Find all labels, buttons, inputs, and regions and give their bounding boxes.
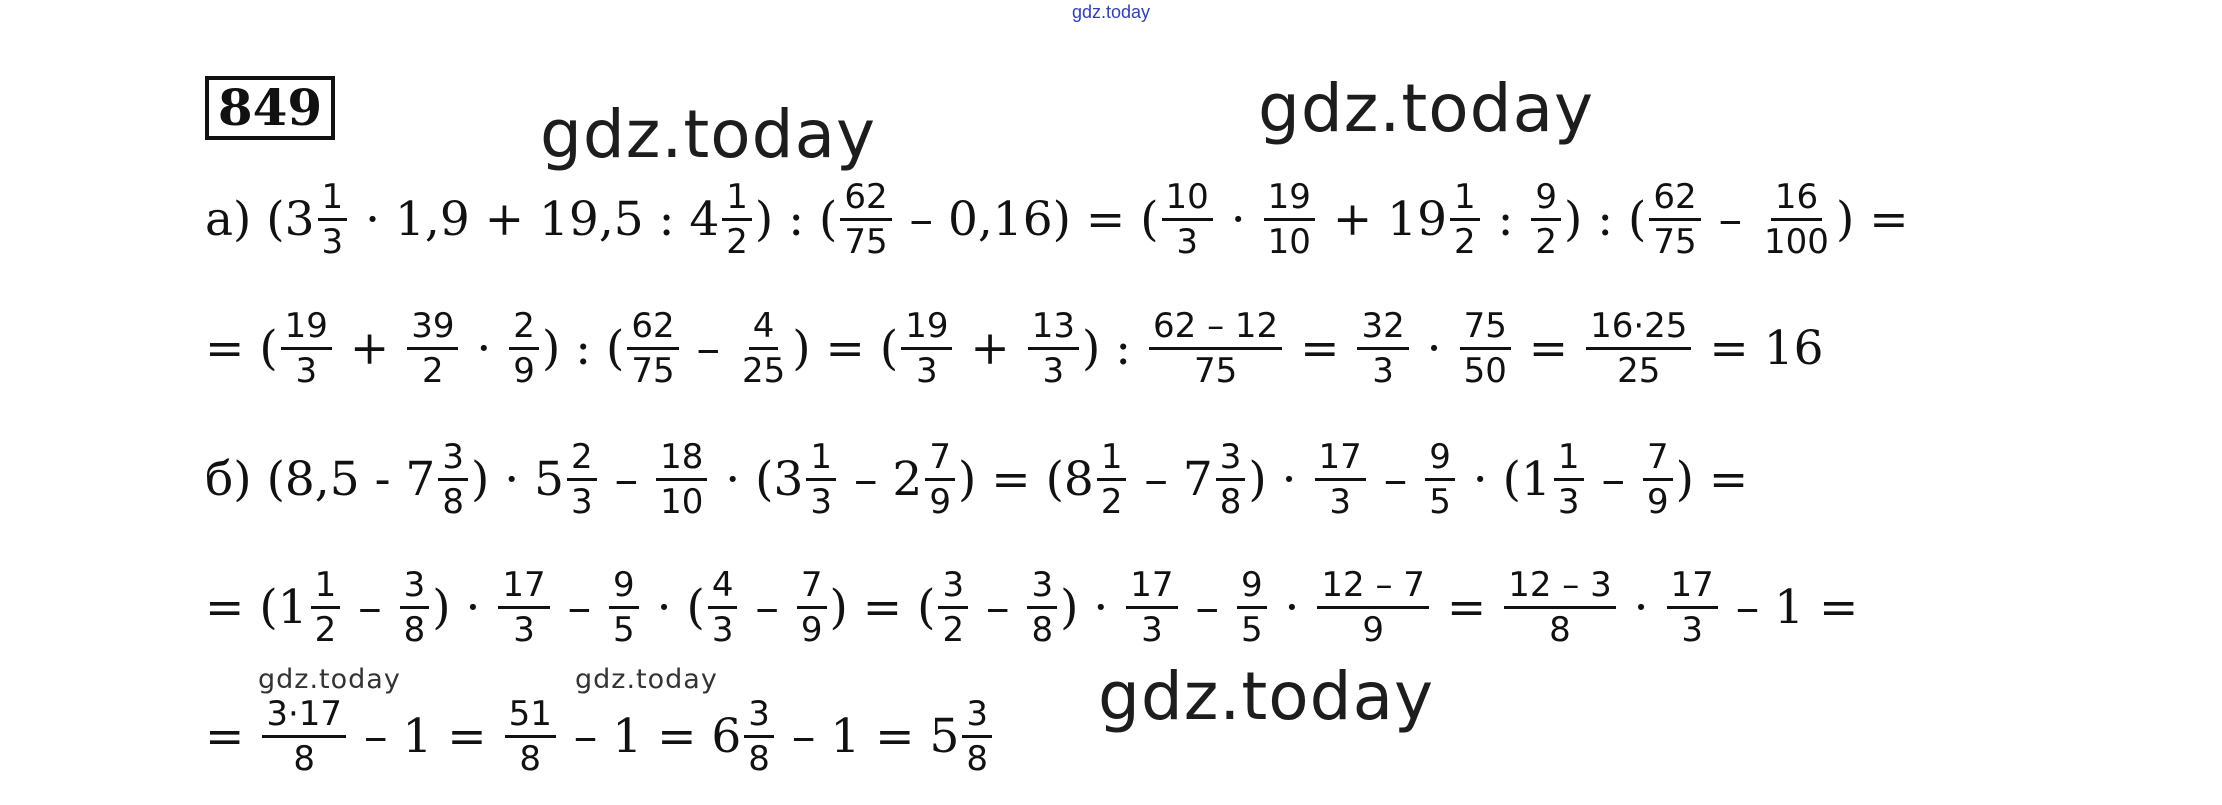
denominator: 2 — [1100, 482, 1123, 523]
fraction — [1315, 438, 1366, 521]
fraction — [609, 566, 639, 649]
math-text: ) = (8 — [957, 452, 1094, 508]
numerator: 3 — [400, 566, 430, 609]
equation-line-4 — [205, 566, 1858, 649]
fraction — [1264, 178, 1315, 261]
denominator: 9 — [800, 610, 823, 651]
math-text: б) (8,5 - 7 — [205, 452, 436, 508]
denominator: 5 — [1240, 610, 1263, 651]
denominator: 3 — [810, 482, 833, 523]
denominator: 10 — [660, 482, 704, 523]
denominator: 3 — [1557, 482, 1580, 523]
numerator: 7 — [925, 438, 955, 481]
math-text: а) (3 — [205, 192, 315, 248]
fraction — [262, 695, 346, 778]
numerator: 18 — [656, 438, 707, 481]
math-text: – 0,16) = ( — [894, 192, 1159, 248]
numerator: 19 — [281, 307, 332, 350]
math-text: – 1 = — [349, 709, 502, 765]
denominator: 3 — [1681, 610, 1703, 651]
fraction — [281, 307, 332, 390]
math-text: ) = ( — [829, 580, 936, 636]
fraction — [1028, 307, 1079, 390]
math-text: ) = ( — [792, 321, 899, 377]
numerator: 62 — [627, 307, 678, 350]
fraction — [1643, 438, 1673, 521]
denominator: 8 — [1219, 482, 1242, 523]
numerator: 3 — [438, 438, 468, 481]
fraction — [901, 307, 952, 390]
numerator: 7 — [1643, 438, 1673, 481]
fraction — [400, 566, 430, 649]
math-text: ) · — [1248, 452, 1312, 508]
numerator: 4 — [708, 566, 738, 609]
numerator: 1 — [806, 438, 836, 481]
numerator: 1 — [318, 178, 348, 221]
numerator: 1 — [1097, 438, 1127, 481]
denominator: 3 — [916, 351, 938, 392]
numerator: 2 — [567, 438, 597, 481]
watermark-2: gdz.today — [1258, 70, 1595, 147]
numerator: 12 – 3 — [1504, 566, 1616, 609]
numerator: 16 — [1771, 178, 1822, 221]
numerator: 9 — [1531, 178, 1561, 221]
denominator: 2 — [1535, 222, 1557, 263]
denominator: 8 — [519, 739, 542, 780]
denominator: 2 — [422, 351, 444, 392]
numerator: 17 — [1315, 438, 1366, 481]
numerator: 39 — [407, 307, 458, 350]
fraction — [311, 566, 341, 649]
fraction — [567, 438, 597, 521]
fraction — [1317, 566, 1429, 649]
numerator: 10 — [1162, 178, 1213, 221]
numerator: 12 – 7 — [1317, 566, 1429, 609]
math-text: = — [1431, 580, 1502, 636]
denominator: 75 — [1653, 222, 1697, 263]
math-text: · — [1618, 580, 1664, 636]
math-text: – — [1368, 452, 1423, 508]
math-text: = — [1513, 321, 1584, 377]
fraction — [1586, 307, 1691, 390]
math-text: – — [971, 580, 1025, 636]
denominator: 5 — [613, 610, 635, 651]
math-text: – 1 = 6 — [558, 709, 742, 765]
numerator: 1 — [722, 178, 752, 221]
fraction — [656, 438, 707, 521]
fraction — [1460, 307, 1511, 390]
math-text: = — [205, 709, 260, 765]
denominator: 2 — [942, 610, 965, 651]
numerator: 7 — [797, 566, 827, 609]
watermark-3: gdz.today — [258, 664, 401, 695]
fraction — [505, 695, 556, 778]
denominator: 10 — [1267, 222, 1311, 263]
fraction — [1760, 178, 1833, 261]
equation-line-2 — [205, 307, 1824, 390]
denominator: 3 — [295, 351, 318, 392]
denominator: 100 — [1764, 222, 1829, 263]
fraction — [708, 566, 738, 649]
math-text: · — [1269, 580, 1315, 636]
fraction — [722, 178, 752, 261]
math-text: – — [681, 321, 735, 377]
numerator: 17 — [1667, 566, 1718, 609]
numerator: 3·17 — [262, 695, 346, 738]
numerator: 3 — [1027, 566, 1057, 609]
denominator: 5 — [1429, 482, 1451, 523]
math-text: ) = — [1835, 192, 1909, 248]
numerator: 3 — [962, 695, 992, 738]
math-text: – 7 — [1129, 452, 1213, 508]
math-text: ) = — [1675, 452, 1749, 508]
fraction — [1450, 178, 1480, 261]
math-text: – — [740, 580, 794, 636]
denominator: 75 — [844, 222, 888, 263]
numerator: 32 — [1357, 307, 1408, 350]
fraction — [318, 178, 348, 261]
fraction — [938, 566, 968, 649]
numerator: 1 — [1554, 438, 1584, 481]
numerator: 1 — [1450, 178, 1480, 221]
numerator: 9 — [1425, 438, 1455, 481]
math-text: – — [1180, 580, 1234, 636]
equation-line-3 — [205, 438, 1748, 521]
denominator: 3 — [1141, 610, 1163, 651]
math-text: · — [461, 321, 507, 377]
watermark-5: gdz.today — [1098, 658, 1435, 735]
numerator: 9 — [1237, 566, 1267, 609]
problem-number: 849 — [205, 76, 335, 140]
math-text: + 19 — [1317, 192, 1447, 248]
math-text: ) · 5 — [470, 452, 565, 508]
math-text: = — [1285, 321, 1355, 377]
math-text: · ( — [641, 580, 705, 636]
numerator: 16·25 — [1586, 307, 1691, 350]
denominator: 8 — [442, 482, 464, 523]
math-text: ) : ( — [1563, 192, 1647, 248]
fraction — [407, 307, 458, 390]
math-text: · — [1215, 192, 1261, 248]
fraction — [744, 695, 774, 778]
numerator: 19 — [901, 307, 952, 350]
math-text: – — [343, 580, 397, 636]
math-text: ) : ( — [541, 321, 625, 377]
numerator: 75 — [1460, 307, 1511, 350]
denominator: 25 — [741, 351, 786, 392]
fraction — [1554, 438, 1584, 521]
math-text: – — [599, 452, 654, 508]
math-text: = 16 — [1694, 321, 1824, 377]
fraction — [925, 438, 955, 521]
denominator: 75 — [631, 351, 675, 392]
denominator: 9 — [929, 482, 951, 523]
fraction — [1667, 566, 1718, 649]
denominator: 2 — [726, 222, 748, 263]
math-text: + — [334, 321, 405, 377]
math-text: – — [552, 580, 607, 636]
fraction — [1237, 566, 1267, 649]
numerator: 3 — [1216, 438, 1246, 481]
watermark-4: gdz.today — [575, 664, 718, 695]
numerator: 13 — [1028, 307, 1079, 350]
equation-line-5 — [205, 695, 995, 778]
denominator: 3 — [1329, 482, 1351, 523]
fraction — [1162, 178, 1213, 261]
denominator: 8 — [1549, 610, 1571, 651]
numerator: 17 — [498, 566, 549, 609]
fraction — [1126, 566, 1177, 649]
denominator: 3 — [571, 482, 593, 523]
denominator: 3 — [711, 610, 734, 651]
watermark-top: gdz.today — [1072, 2, 1151, 22]
fraction — [1531, 178, 1561, 261]
math-text: ) · — [1060, 580, 1124, 636]
fraction — [840, 178, 891, 261]
numerator: 4 — [749, 307, 779, 350]
numerator: 1 — [311, 566, 341, 609]
math-text: ) : ( — [754, 192, 838, 248]
denominator: 9 — [513, 351, 535, 392]
numerator: 2 — [509, 307, 539, 350]
denominator: 8 — [293, 739, 315, 780]
math-text: = (1 — [205, 580, 308, 636]
fraction — [1425, 438, 1455, 521]
fraction — [1149, 307, 1282, 390]
numerator: 19 — [1264, 178, 1315, 221]
fraction — [498, 566, 549, 649]
fraction — [509, 307, 539, 390]
math-text: ) : — [1081, 321, 1147, 377]
math-text: · (1 — [1457, 452, 1551, 508]
math-text: – — [1703, 192, 1758, 248]
equation-line-1 — [205, 178, 1909, 261]
math-text: : — [1482, 192, 1529, 248]
numerator: 62 – 12 — [1149, 307, 1282, 350]
numerator: 51 — [505, 695, 556, 738]
fraction — [438, 438, 468, 521]
denominator: 8 — [1031, 610, 1054, 651]
math-text: · (3 — [710, 452, 804, 508]
denominator: 9 — [1646, 482, 1669, 523]
fraction — [1504, 566, 1616, 649]
fraction — [1216, 438, 1246, 521]
math-text: = ( — [205, 321, 278, 377]
denominator: 2 — [1453, 222, 1476, 263]
denominator: 50 — [1463, 351, 1507, 392]
math-text: · — [1411, 321, 1457, 377]
denominator: 8 — [748, 739, 770, 780]
denominator: 25 — [1617, 351, 1661, 392]
fraction — [627, 307, 678, 390]
math-text: – 1 = 5 — [776, 709, 960, 765]
math-text: · 1,9 + 19,5 : 4 — [350, 192, 720, 248]
denominator: 3 — [1042, 351, 1065, 392]
numerator: 3 — [938, 566, 968, 609]
fraction — [962, 695, 992, 778]
denominator: 3 — [1176, 222, 1198, 263]
fraction — [1097, 438, 1127, 521]
math-text: ) · — [432, 580, 496, 636]
numerator: 62 — [840, 178, 891, 221]
fraction — [1357, 307, 1408, 390]
denominator: 9 — [1362, 610, 1384, 651]
math-text: – 2 — [839, 452, 923, 508]
numerator: 9 — [609, 566, 639, 609]
numerator: 17 — [1126, 566, 1177, 609]
fraction — [738, 307, 789, 390]
fraction — [1649, 178, 1700, 261]
denominator: 3 — [321, 222, 344, 263]
denominator: 3 — [513, 610, 535, 651]
fraction — [797, 566, 827, 649]
denominator: 75 — [1193, 351, 1238, 392]
math-text: – — [1586, 452, 1640, 508]
denominator: 8 — [403, 610, 426, 651]
denominator: 2 — [314, 610, 337, 651]
watermark-1: gdz.today — [540, 96, 877, 173]
math-text: – 1 = — [1720, 580, 1859, 636]
numerator: 3 — [744, 695, 774, 738]
denominator: 3 — [1372, 351, 1394, 392]
fraction — [806, 438, 836, 521]
denominator: 8 — [966, 739, 989, 780]
numerator: 62 — [1649, 178, 1700, 221]
fraction — [1027, 566, 1057, 649]
math-text: + — [955, 321, 1025, 377]
